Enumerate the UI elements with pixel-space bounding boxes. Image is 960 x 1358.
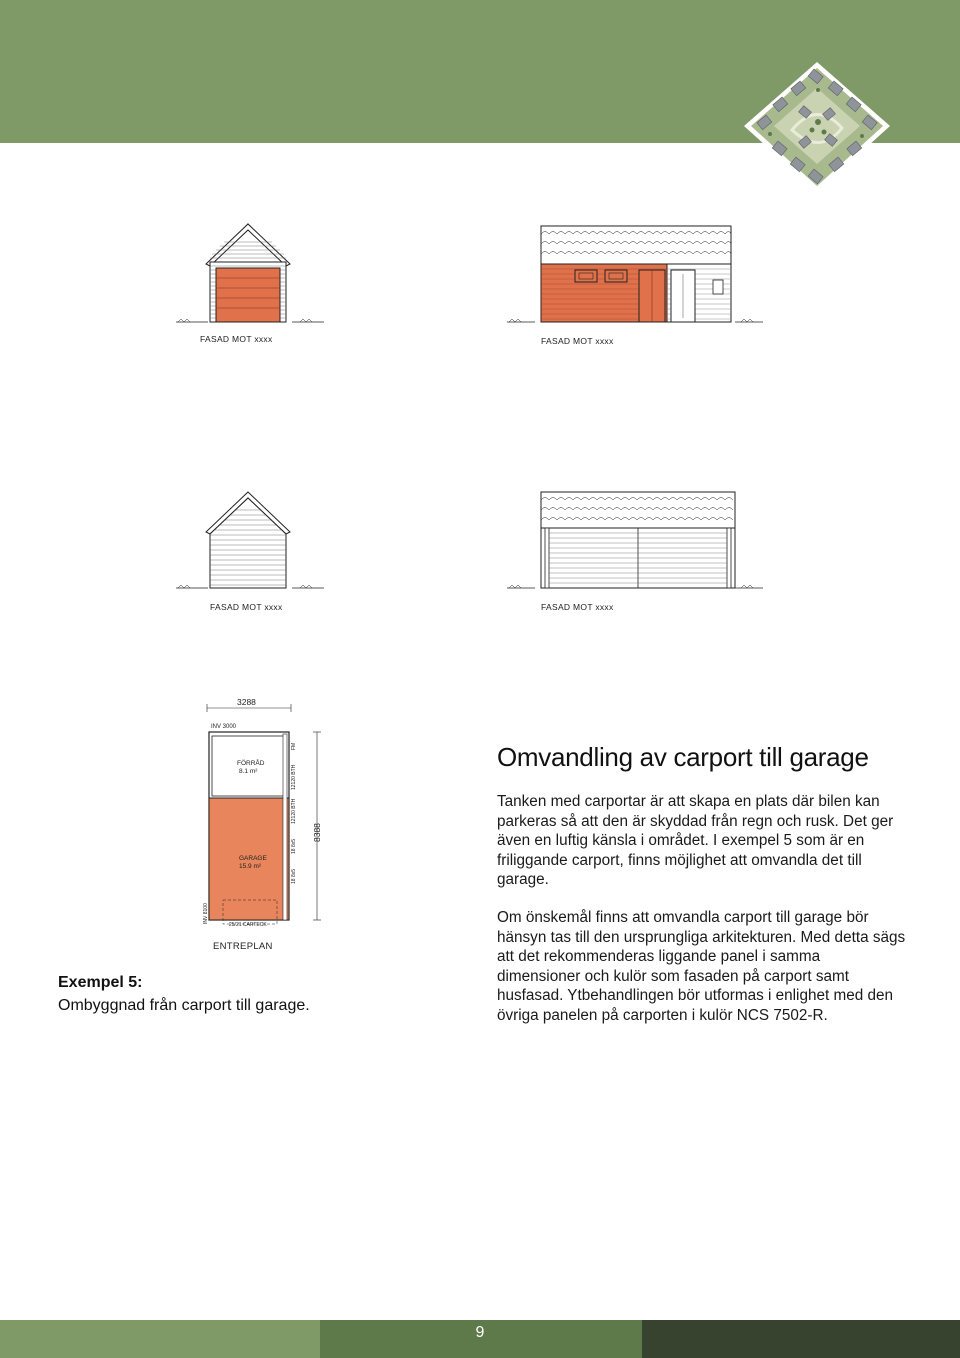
- plan-inv-top: INV 3000: [211, 724, 237, 730]
- long-elevation-plain: [505, 488, 765, 596]
- body-paragraph: Tanken med carportar är att skapa en plats där bilen kan parkeras så att den är skyddad från regn och rusk. Det ger även en luftig känsla i området. I exempel 5 som är en friliggande carport, finns möjlighet att omvandla det till garage.: [497, 793, 894, 888]
- page-number: 9: [475, 1324, 485, 1341]
- plan-side-label: 12120 BTH: [291, 798, 297, 824]
- plan-carport-label: 25/21 CARTECK: [229, 922, 267, 928]
- example-title: Exempel 5:: [58, 974, 143, 991]
- plan-dim-top: 3288: [237, 697, 256, 707]
- plan-side-label: 18 8x5: [291, 868, 297, 884]
- plan-storage-area: 8.1 m²: [239, 768, 258, 775]
- footer-segment-left: [0, 1320, 320, 1358]
- footer-segment-right: [642, 1320, 960, 1358]
- gable-elevation-with-door: [170, 222, 330, 330]
- plan-storage-label: FÖRRÅD: [237, 760, 265, 767]
- body-paragraph: Om önskemål finns att omvandla carport till garage bör hänsyn tas till den ursprungliga arkitekturen. Med detta sägs att det rekommenderas liggande panel i samma dimensioner och kulör som fasaden på carport samt husfasad. Ytbehandlingen bör utformas i enlighet med den övriga panelen på carporten i kulör NCS 7502-R.: [497, 909, 906, 1024]
- plan-fm-label: FM: [291, 742, 297, 750]
- plan-side-label: 18 8x5: [291, 838, 297, 854]
- elevation-caption: FASAD MOT xxxx: [200, 334, 273, 344]
- elevation-caption: FASAD MOT xxxx: [541, 336, 614, 346]
- plan-garage-area: 15.9 m²: [239, 863, 262, 870]
- plan-garage-label: GARAGE: [239, 855, 267, 862]
- plan-dim-right: 8388: [312, 823, 322, 842]
- gable-elevation-plain: [170, 490, 330, 596]
- elevation-caption: FASAD MOT xxxx: [210, 602, 283, 612]
- floor-plan: [195, 694, 335, 956]
- neighbourhood-aerial-logo: [742, 60, 892, 195]
- plan-title: ENTREPLAN: [213, 941, 273, 952]
- plan-side-label: 12120 BTH: [291, 764, 297, 790]
- long-elevation-with-door: [505, 222, 765, 332]
- plan-inv-left: INV 8100: [203, 903, 209, 924]
- elevation-caption: FASAD MOT xxxx: [541, 602, 614, 612]
- page-heading: Omvandling av carport till garage: [497, 742, 869, 772]
- example-subtitle: Ombyggnad från carport till garage.: [58, 997, 310, 1014]
